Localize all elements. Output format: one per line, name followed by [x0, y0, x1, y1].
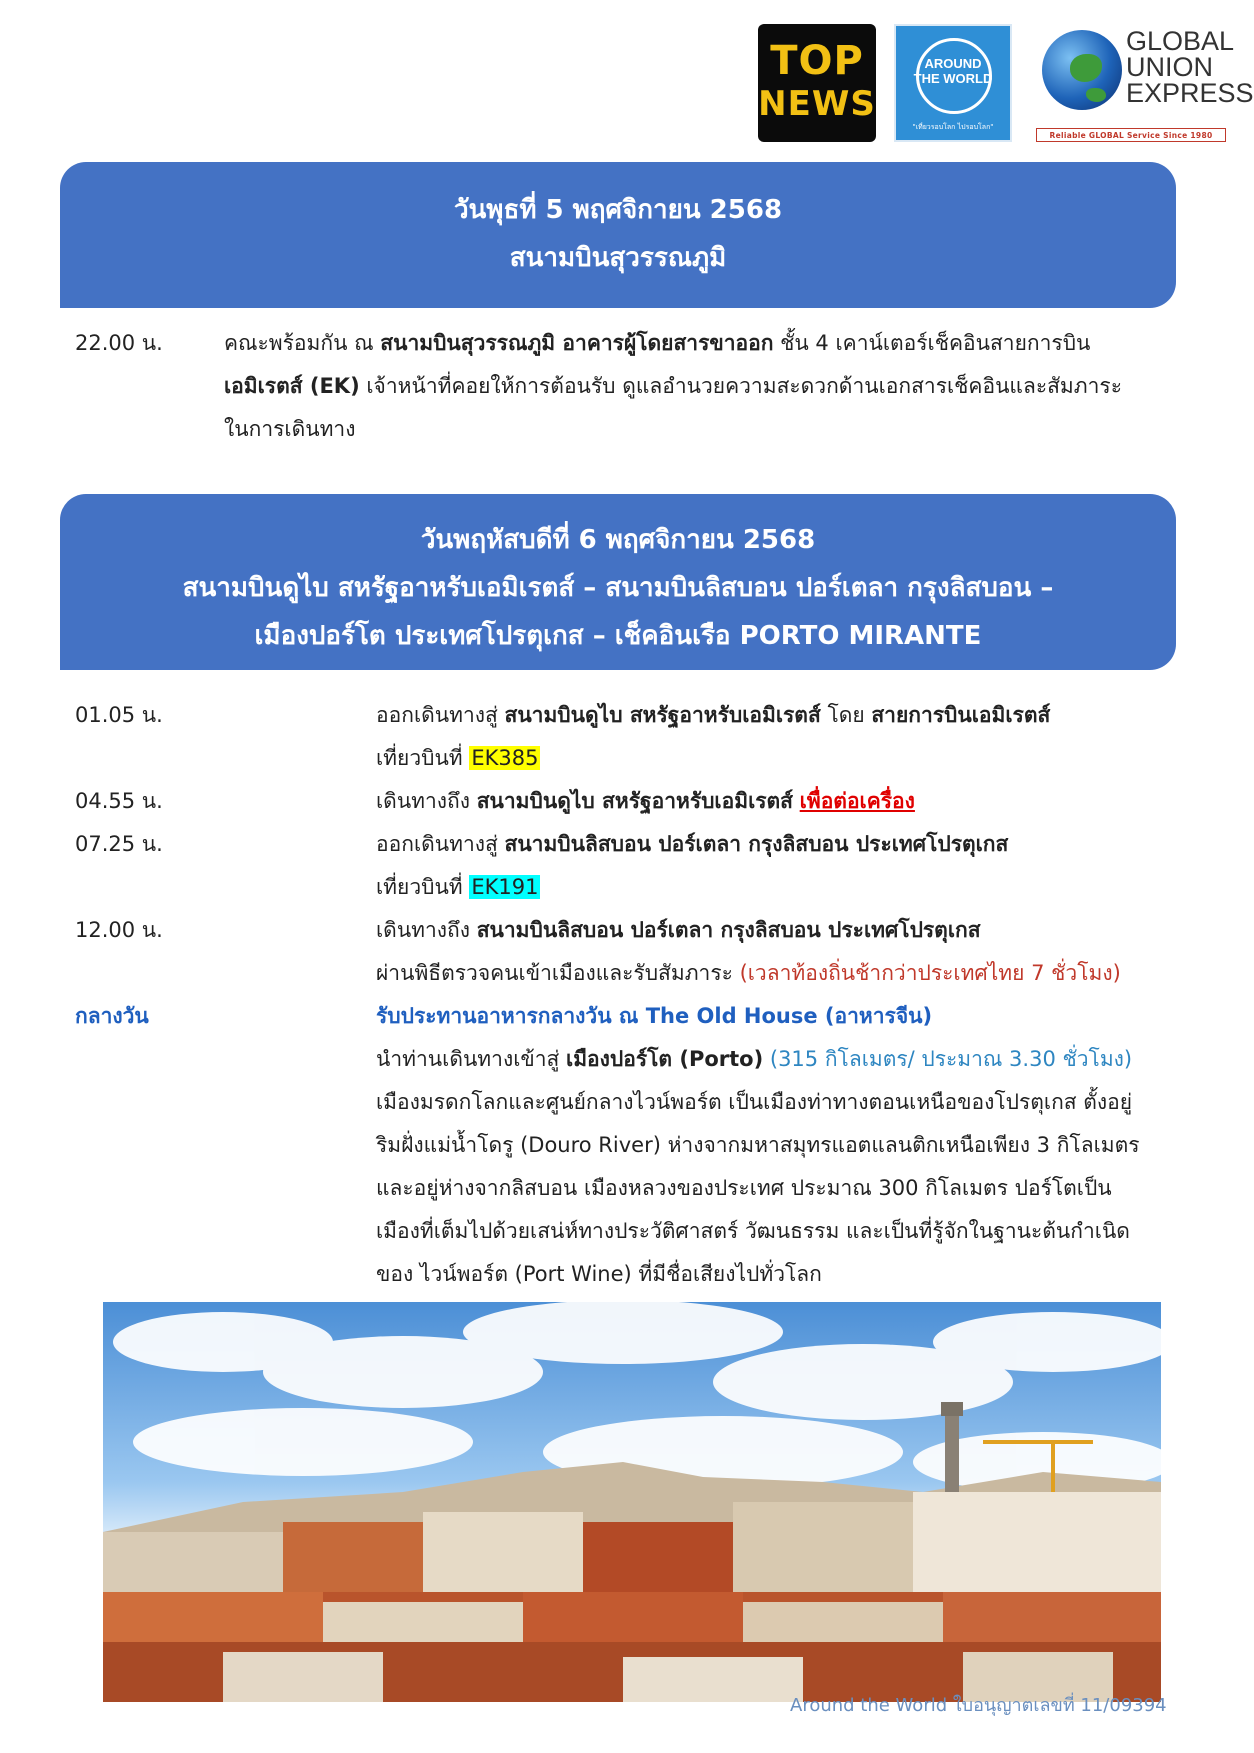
- day1-entry-time: 22.00 น.: [75, 331, 163, 355]
- day2-entry3-time: 07.25 น.: [75, 832, 163, 856]
- day2-drive-line: นำท่านเดินทางเข้าสู่ เมืองปอร์โต (Porto) (315 กิโลเมตร/ ประมาณ 3.30 ชั่วโมง): [376, 1047, 1133, 1071]
- around-the-world-logo: [894, 24, 1012, 142]
- topnews-logo-line1: TOP: [770, 38, 864, 84]
- porto-description-line: ของ ไวน์พอร์ต (Port Wine) ที่มีชื่อเสียงไปทั่วโลก: [376, 1262, 822, 1286]
- day2-entry2-time: 04.55 น.: [75, 789, 163, 813]
- day2-entry4-line1: เดินทางถึง สนามบินลิสบอน ปอร์เตลา กรุงลิสบอน ประเทศโปรตุเกส: [376, 918, 981, 942]
- globe-icon: [1042, 30, 1122, 110]
- porto-description-line: ริมฝั่งแม่น้ำโดรู (Douro River) ห่างจากมหาสมุทรแอตแลนติกเหนือเพียง 3 กิโลเมตร: [376, 1133, 1140, 1157]
- day2-entry3-line1: ออกเดินทางสู่ สนามบินลิสบอน ปอร์เตลา กรุงลิสบอน ประเทศโปรตุเกส: [376, 832, 1009, 856]
- day2-entry2-line1: เดินทางถึง สนามบินดูไบ สหรัฐอาหรับเอมิเรตส์ เพื่อต่อเครื่อง: [376, 789, 915, 813]
- atw-logo-text: [896, 56, 1010, 86]
- day2-title: วันพฤหัสบดีที่ 6 พฤศจิกายน 2568: [420, 525, 816, 555]
- porto-description-line: เมืองมรดกโลกและศูนย์กลางไวน์พอร์ต เป็นเมืองท่าทางตอนเหนือของโปรตุเกส ตั้งอยู่: [376, 1090, 1133, 1114]
- day2-entry4-time: 12.00 น.: [75, 918, 163, 942]
- gue-logo-text: [1126, 28, 1254, 106]
- day1-entry-line2: เอมิเรตส์ (EK) เจ้าหน้าที่คอยให้การต้อนรับ ดูแลอำนวยความสะดวกด้านเอกสารเช็คอินและสัมภาระ: [224, 374, 1122, 398]
- day2-entry4-line2: ผ่านพิธีตรวจคนเข้าเมืองและรับสัมภาระ (เวลาท้องถิ่นช้ากว่าประเทศไทย 7 ชั่วโมง): [376, 961, 1121, 985]
- porto-description-line: เมืองที่เต็มไปด้วยเสน่ห์ทางประวัติศาสตร์ วัฒนธรรม และเป็นที่รู้จักในฐานะต้นกำเนิด: [376, 1219, 1130, 1243]
- day2-entry5-time: กลางวัน: [75, 1004, 149, 1028]
- day2-entry3-flight: เที่ยวบินที่ EK191: [376, 875, 539, 899]
- license-footer: Around the World ใบอนุญาตเลขที่ 11/09394: [790, 1695, 1167, 1716]
- flight-number-badge: EK191: [471, 875, 539, 899]
- atw-logo-line1: AROUND: [924, 56, 982, 71]
- atw-logo-tagline: "เที่ยวรอบโลก ไปรอบโลก": [912, 123, 994, 131]
- global-union-express-logo: [1034, 20, 1254, 146]
- day2-entry1-line1: ออกเดินทางสู่ สนามบินดูไบ สหรัฐอาหรับเอมิเรตส์ โดย สายการบินเอมิเรตส์: [376, 703, 1051, 727]
- porto-city-photo: [103, 1302, 1161, 1702]
- topnews-logo: [758, 24, 876, 142]
- day1-entry-line1: คณะพร้อมกัน ณ สนามบินสุวรรณภูมิ อาคารผู้โดยสารขาออก ชั้น 4 เคาน์เตอร์เช็คอินสายการบิน: [224, 331, 1091, 355]
- gue-logo-line1: GLOBAL: [1126, 26, 1235, 56]
- gue-logo-tagline: Reliable GLOBAL Service Since 1980: [1036, 128, 1226, 142]
- porto-description-line: และอยู่ห่างจากลิสบอน เมืองหลวงของประเทศ ประมาณ 300 กิโลเมตร ปอร์โตเป็น: [376, 1176, 1112, 1200]
- day2-subtitle-line1: สนามบินดูไบ สหรัฐอาหรับเอมิเรตส์ – สนามบินลิสบอน ปอร์เตลา กรุงลิสบอน –: [182, 573, 1054, 603]
- atw-logo-line2: THE WORLD: [913, 71, 993, 86]
- day1-title: วันพุธที่ 5 พฤศจิกายน 2568: [453, 195, 783, 225]
- time-difference-note: (เวลาท้องถิ่นช้ากว่าประเทศไทย 7 ชั่วโมง): [739, 961, 1121, 985]
- gue-logo-line3: EXPRESS: [1126, 78, 1254, 108]
- day2-subtitle-line2: เมืองปอร์โต ประเทศโปรตุเกส – เช็คอินเรือ PORTO MIRANTE: [254, 621, 982, 651]
- day1-banner: [60, 162, 1176, 308]
- topnews-logo-line2: NEWS: [758, 84, 876, 124]
- gue-logo-line2: UNION: [1126, 52, 1213, 82]
- day2-lunch-line: รับประทานอาหารกลางวัน ณ The Old House (อาหารจีน): [376, 1004, 933, 1028]
- flight-number-badge: EK385: [471, 746, 539, 770]
- transfer-note: เพื่อต่อเครื่อง: [799, 789, 915, 813]
- day2-banner: [60, 494, 1176, 670]
- day1-subtitle: สนามบินสุวรรณภูมิ: [509, 243, 727, 273]
- day1-entry-line3: ในการเดินทาง: [224, 417, 356, 441]
- day2-entry1-flight: เที่ยวบินที่ EK385: [376, 746, 539, 770]
- day2-entry1-time: 01.05 น.: [75, 703, 163, 727]
